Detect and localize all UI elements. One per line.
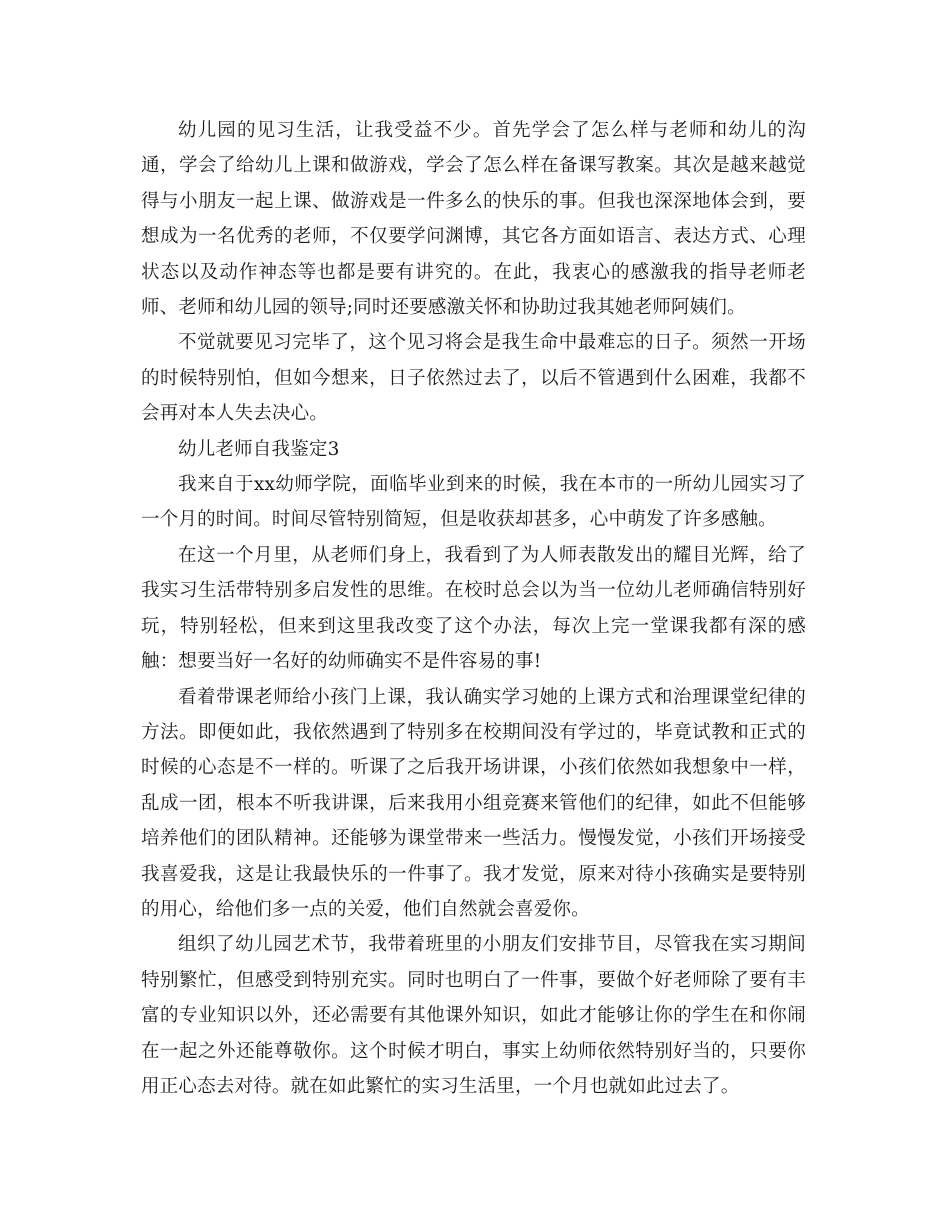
document-body bbox=[141, 113, 806, 1104]
paragraph-teaching-experience: 看着带课老师给小孩门上课，我认确实学习她的上课方式和治理课堂纪律的方法。即便如此，我依然遇到了特别多在校期间没有学过的，毕竟试教和正式的时候的心态是不一样的。听课了之后我开场讲课，小孩们依然如我想象中一样，乱成一团，根本不听我讲课，后来我用小组竞赛来管他们的纪律，如此不但能够培养他们的团队精神。还能够为课堂带来一些活力。慢慢发觉，小孩们开场接受我喜爱我，这是让我最快乐的一件事了。我才发觉，原来对待小孩确实是要特别的用心，给他们多一点的关爱，他们自然就会喜爱你。 bbox=[141, 686, 806, 920]
paragraph-introduction: 我来自于xx幼师学院，面临毕业到来的时候，我在本市的一所幼儿园实习了一个月的时间。时间尽管特别简短，但是收获却甚多，心中萌发了许多感触。 bbox=[141, 474, 806, 531]
paragraph-internship-gains: 幼儿园的见习生活，让我受益不少。首先学会了怎么样与老师和幼儿的沟通，学会了给幼儿上课和做游戏，学会了怎么样在备课写教案。其次是越来越觉得与小朋友一起上课、做游戏是一件多么的快乐的事。但我也深深地体会到，要想成为一名优秀的老师，不仅要学问渊博，其它各方面如语言、表达方式、心理状态以及动作神态等也都是要有讲究的。在此，我衷心的感激我的指导老师老师、老师和幼儿园的领导;同时还要感激关怀和协助过我其她老师阿姨们。 bbox=[141, 120, 806, 319]
paragraph-art-festival: 组织了幼儿园艺术节，我带着班里的小朋友们安排节目，尽管我在实习期间特别繁忙，但感受到特别充实。同时也明白了一件事，要做个好老师除了要有丰富的专业知识以外，还必需要有其他课外知识，如此才能够让你的学生在和你闹在一起之外还能尊敬你。这个时候才明白，事实上幼师依然特别好当的，只要你用正心态去对待。就在如此繁忙的实习生活里，一个月也就如此过去了。 bbox=[141, 934, 806, 1097]
section-heading: 幼儿老师自我鉴定3 bbox=[178, 438, 340, 460]
paragraph-internship-ending: 不觉就要见习完毕了，这个见习将会是我生命中最难忘的日子。须然一开场的时候特别怕，但如今想来，日子依然过去了，以后不管遇到什么困难，我都不会再对本人失去决心。 bbox=[141, 332, 806, 425]
paragraph-first-month: 在这一个月里，从老师们身上，我看到了为人师表散发出的耀目光辉，给了我实习生活带特别多启发性的思维。在校时总会以为当一位幼儿老师确信特别好玩，特别轻松，但来到这里我改变了这个办法，每次上完一堂课我都有深的感触：想要当好一名好的幼师确实不是件容易的事! bbox=[141, 544, 806, 673]
